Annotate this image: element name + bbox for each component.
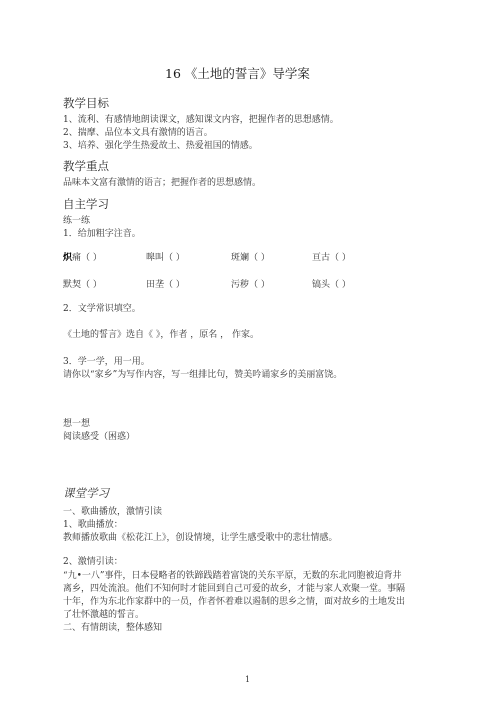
question-1: 1．给加粗字注音。 bbox=[63, 229, 141, 239]
question-3: 3．学一学，用一用。 bbox=[63, 357, 150, 367]
pinyin-item: 镐头（ ） bbox=[312, 280, 351, 290]
bold-char: 炽 bbox=[63, 253, 73, 263]
pinyin-item: 斑斓（ ） bbox=[231, 253, 270, 263]
pinyin-item: 亘古（ ） bbox=[312, 253, 351, 263]
pinyin-item-rest: 痛（ ） bbox=[72, 253, 102, 263]
think-heading: 想一想 bbox=[63, 419, 91, 429]
pinyin-item: 田垄（ ） bbox=[146, 280, 185, 290]
intro-paragraph: “九•一八”事件，日本侵略者的铁蹄践踏着富饶的关东平原，无数的东北同胞被迫背井离乡，四处流浪。他们不知何时才能回到自己可爱的故乡，才能与家人欢聚一堂。事隔十年，作为东北作家群中的一员，作者怀着难以遏制的思乡之情，面对故乡的土地发出了壮怀激越的誓言。 bbox=[63, 571, 406, 620]
question-3-text: 请你以“家乡”为写作内容，写一组排比句，赞美吟诵家乡的美丽富饶。 bbox=[63, 370, 343, 380]
goals-heading: 教学目标 bbox=[63, 96, 109, 110]
goal-item: 1、流利、有感情地朗读课文，感知课文内容，把握作者的思想感情。 bbox=[63, 115, 339, 125]
page-number: 1 bbox=[245, 675, 251, 684]
focus-heading: 教学重点 bbox=[63, 159, 109, 173]
subsection-text: 教师播放歌曲《松花江上》，创设情境，让学生感受歌中的悲壮情感。 bbox=[63, 533, 338, 543]
section-2-heading: 二、有情朗读，整体感知 bbox=[63, 623, 163, 633]
question-2: 2．文学常识填空。 bbox=[63, 304, 141, 314]
pinyin-item: 默契（ ） bbox=[63, 280, 102, 290]
document-title: 16 《土地的誓言》导学案 bbox=[165, 66, 310, 81]
pinyin-item: 嗥叫（ ） bbox=[146, 253, 185, 263]
think-text: 阅读感受（困惑） bbox=[63, 432, 136, 442]
pinyin-item bbox=[63, 253, 102, 264]
self-study-heading: 自主学习 bbox=[63, 197, 109, 211]
practice-label: 练一练 bbox=[63, 216, 91, 226]
literature-fill-line: 《土地的誓言》选自《 》，作者 ，原名 ， 作家。 bbox=[63, 330, 259, 340]
section-1-heading: 一、歌曲播放，激情引读 bbox=[63, 507, 163, 517]
goal-item: 3、培养、强化学生热爱故土、热爱祖国的情感。 bbox=[63, 141, 258, 151]
pinyin-item: 污秽（ ） bbox=[231, 280, 270, 290]
goal-item: 2、揣摩、品位本文具有激情的语言。 bbox=[63, 128, 213, 138]
focus-text: 品味本文富有激情的语言；把握作者的思想感情。 bbox=[63, 178, 262, 188]
subsection-heading: 2、激情引读： bbox=[63, 557, 123, 567]
class-study-heading: 课堂学习 bbox=[63, 486, 109, 500]
subsection-heading: 1、歌曲播放： bbox=[63, 520, 123, 530]
